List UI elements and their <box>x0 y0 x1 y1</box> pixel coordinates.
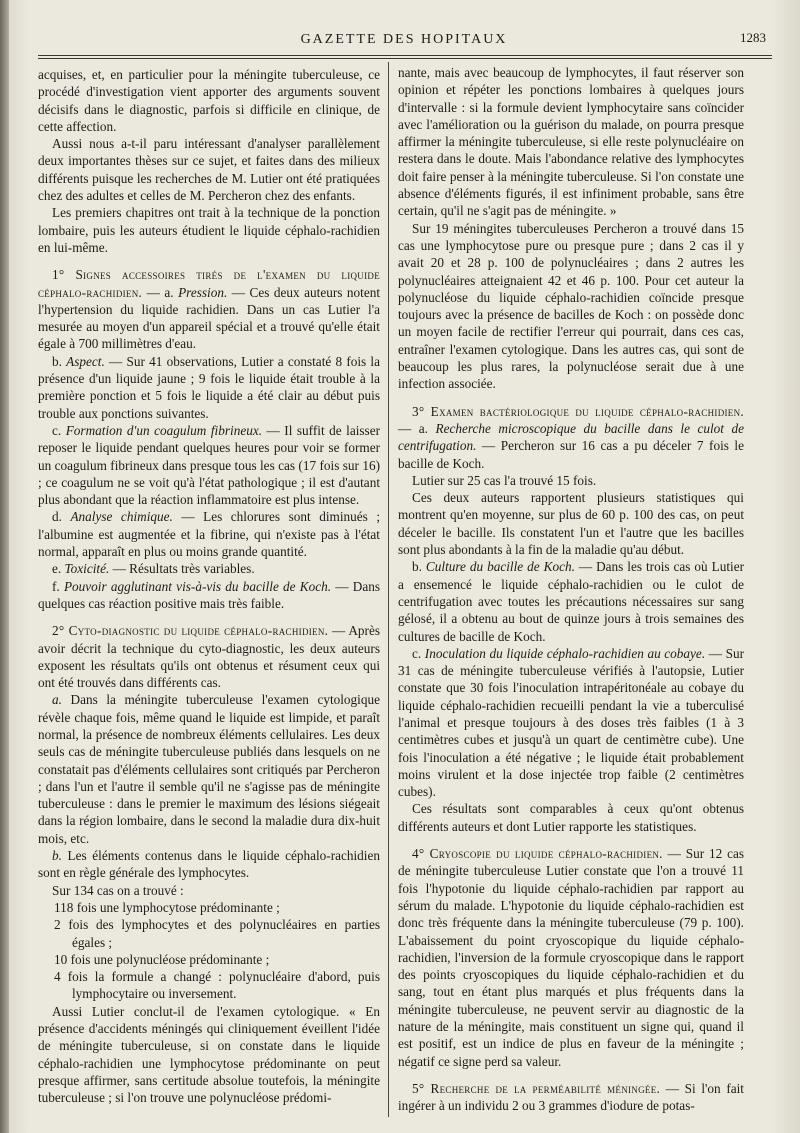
paragraph: Lutier sur 25 cas l'a trouvé 15 fois. <box>412 472 597 488</box>
subsection-paragraph: b. Les éléments contenus dans le liquide céphalo-rachidien sont en règle générale des lymphocytes. <box>38 848 380 881</box>
page-number: 1283 <box>740 30 766 45</box>
subsection-paragraph: b. Culture du bacille de Koch. — Dans les trois cas où Lutier a ensemencé le liquide céphalo-rachidien ou le culot de centrifugation avec toutes les précautions nécessaires sur sang gélosé, il a obtenu au bout de quinze jours à trois semaines des cultures de bacille de Koch. <box>398 559 745 644</box>
subsection-title: Toxicité. <box>64 561 110 577</box>
section-heading: 5° Recherche de la perméabilité méningée. <box>412 1080 661 1096</box>
section-heading: 1° Signes accessoires tirés de l'examen du liquide céphalo-rachidien. <box>38 267 380 300</box>
subsection-title: Recherche microscopique du bacille dans le culot de centrifugation. <box>398 420 744 454</box>
page-binding-edge <box>0 0 9 1133</box>
subsection-title: Culture du bacille de Koch. <box>425 559 575 575</box>
left-column <box>38 66 380 1107</box>
case-list <box>38 899 380 1003</box>
case-count-intro: Sur 134 cas on a trouvé : <box>52 882 184 898</box>
subsection-title: Pression. <box>178 284 228 300</box>
subsection-paragraph: e. Toxicité. — Résultats très variables. <box>52 561 255 577</box>
section-4-paragraph: 4° Cryoscopie du liquide céphalo-rachidien. — Sur 12 cas de méningite tuberculeuse Lutier constate que l'on a trouvé 11 fois l'hypotonie du liquide céphalo-rachidien par rapport au sérum du malade. L'hypotonie du liquide céphalo-rachidien est donc très fréquente dans la méningite tuberculeuse (79 p. 100). L'abaissement du point cryoscopique du liquide céphalo-rachidien, l'inversion de la formule cryoscopique dans le rapport des points cryoscopiques du liquide céphalo-rachidien et du sang, tout en étant plus marqués et plus fréquents dans la méningite tuberculeuse, ne peuvent servir au diagnostic de la nature de la méningite, mais constituent un signe qui, quand il est positif, est un indice de plus en faveur de la méningite ; négatif ce signe perd sa valeur. <box>398 846 744 1069</box>
list-item: 118 fois une lymphocytose prédominante ; <box>54 899 280 915</box>
paragraph: Les premiers chapitres ont trait à la technique de la ponction lombaire, puis les auteurs étudient le liquide céphalo-rachidien en lui-même. <box>38 205 380 255</box>
subsection-paragraph: f. Pouvoir agglutinant vis-à-vis du bacille de Koch. — Dans quelques cas réaction positive mais très faible. <box>38 578 380 611</box>
section-1-paragraph: 1° Signes accessoires tirés de l'examen du liquide céphalo-rachidien. — a. Pression. — Ces deux auteurs notent l'hypertension du liquide rachidien. Dans un cas Lutier l'a mesurée au moyen d'un appareil spécial et a trouvé qu'elle était égale à 700 millimètres d'eau. <box>38 267 381 352</box>
paragraph: Sur 19 méningites tuberculeuses Percheron a trouvé dans 15 cas une lymphocytose pure ou presque pure ; dans 2 cas il y avait 20 et 28 p. 100 de polynucléaires ; dans 2 autres les polynucléaires atteignaient 42 et 46 p. 100. Pour cet auteur la polynucléose du liquide céphalo-rachidien coïncide presque toujours avec la présence de bacilles de Koch : on possède donc un moyen facile de rectifier l'erreur qui pourrait, dans ces cas, entraîner l'examen cytologique. Dans les autres cas, qui sont de beaucoup les plus rares, la polynucléose serait due à une infection associée. <box>398 220 744 392</box>
section-heading: 3° Examen bactériologique du liquide céphalo-rachidien. <box>412 403 744 419</box>
page-header <box>38 30 770 52</box>
section-3-paragraph: 3° Examen bactériologique du liquide céphalo-rachidien. — a. Recherche microscopique du bacille dans le culot de centrifugation. — Percheron sur 16 cas a pu déceler 7 fois le bacille de Koch. <box>398 403 744 471</box>
paragraph: Aussi nous a-t-il paru intéressant d'analyser parallèlement deux importantes thèses sur ce sujet, et faites dans des milieux différents puisque les recherches de M. Lutier ont été pratiquées chez des adultes et celles de M. Percheron chez des enfants. <box>38 136 380 204</box>
journal-title: GAZETTE DES HOPITAUX <box>300 32 508 47</box>
paragraph: Aussi Lutier conclut-il de l'examen cytologique. « En présence d'accidents méningés qui cliniquement éveillent l'idée de méningite tuberculeuse, si on constate dans le liquide céphalo-rachidien une lymphocytose prédominante on peut presque affirmer, sans certitude absolue toutefois, la méningite tuberculeuse ; si l'on trouve une polynucléose prédomi- <box>38 1003 380 1106</box>
list-item: 4 fois la formule a changé : polynucléaire d'abord, puis lymphocytaire ou inversement. <box>54 969 380 1002</box>
paragraph: nante, mais avec beaucoup de lymphocytes, il faut réserver son opinion et répéter les ponctions lombaires à quelques jours d'intervalle : si la formule devient lymphocytaire sans coïncider avec l'amélioration ou la guérison du malade, on pourra presque affirmer la méningite tuberculeuse, si elle reste polynucléaire on restera dans le doute. Mais l'abondance relative des lymphocytes doit faire penser à la méningite tuberculeuse. Si l'on constate une absence d'éléments figurés, il est infiniment probable, sans être certain, qu'il ne s'agit pas de méningite. » <box>398 65 744 219</box>
list-item: 10 fois une polynucléose prédominante ; <box>54 951 270 967</box>
subsection-title: Analyse chimique. <box>70 509 173 525</box>
subsection-paragraph: c. Inoculation du liquide céphalo-rachidien au cobaye. — Sur 31 cas de méningite tuberculeuse vérifiés à l'autopsie, Lutier constate que 30 fois l'inoculation intrapéritonéale au cobaye du liquide céphalo-rachidien recueilli pendant la vie a tuberculisé l'animal et presque toujours à des doses très faibles (1 à 3 centimètres cubes et jusqu'à un quart de centimètre cube). Une fois l'inoculation a été négative ; le liquide était probablement moins virulent et la dose injectée trop faible (2 centimètres cubes). <box>398 645 744 800</box>
paragraph: Ces deux auteurs rapportent plusieurs statistiques qui montrent qu'en moyenne, sur plus de 60 p. 100 des cas, on peut déceler le bacille. Ils constatent l'un et l'autre que les bacilles sont plus abondants à la fin de la maladie qu'au début. <box>398 490 744 558</box>
subsection-title: Inoculation du liquide céphalo-rachidien au cobaye. <box>424 645 706 661</box>
column-divider <box>388 62 389 1117</box>
right-column <box>398 64 744 1115</box>
subsection-title: Formation d'un coagulum fibrineux. <box>65 422 263 438</box>
header-rule-top <box>38 55 772 56</box>
section-2-paragraph: 2° Cyto-diagnostic du liquide céphalo-rachidien. — Après avoir décrit la technique du cyto-diagnostic, les deux auteurs exposent les résultats qu'ils ont obtenus et résument ceux qui ont été trouvés dans différents cas. <box>38 623 380 691</box>
header-rule-bottom <box>38 58 772 59</box>
subsection-title: Pouvoir agglutinant vis-à-vis du bacille de Koch. <box>63 578 332 594</box>
paragraph: acquises, et, en particulier pour la méningite tuberculeuse, ce procédé d'investigation vient apporter des arguments souvent décisifs dans le diagnostic, parfois si difficile en clinique, de cette affection. <box>38 67 380 134</box>
paragraph: Ces résultats sont comparables à ceux qu'ont obtenus différents auteurs et dont Lutier rapporte les statistiques. <box>398 801 744 834</box>
section-heading: 4° Cryoscopie du liquide céphalo-rachidien. <box>412 846 663 862</box>
subsection-paragraph: d. Analyse chimique. — Les chlorures sont diminués ; l'albumine est augmentée et la fibrine, qui n'existe pas à l'état normal, apparaît en plus ou moins grande quantité. <box>38 509 381 560</box>
subsection-paragraph: a. Dans la méningite tuberculeuse l'examen cytologique révèle chaque fois, même quand le liquide est limpide, et paraît normal, la présence de nombreux éléments cellulaires. Les deux seuls cas de méningite tuberculeuse publiés dans lesquels on ne constatait pas d'éléments cellulaires sont critiqués par Percheron ; dans l'un et l'autre il semble qu'il ne s'agisse pas de méningite tuberculeuse : dans le premier le maximum des lésions siégeait dans la région lombaire, dans le second la maladie dura dix-huit mois, etc. <box>38 692 380 846</box>
subsection-title: Aspect. <box>66 353 105 369</box>
subsection-paragraph: b. Aspect. — Sur 41 observations, Lutier a constaté 8 fois la présence d'un liquide jaune ; 9 fois le liquide était trouble à la première ponction et 5 fois le liquide a été clair au début puis trouble aux ponctions suivantes. <box>38 353 380 421</box>
list-item: 2 fois des lymphocytes et des polynucléaires en parties égales ; <box>54 917 380 950</box>
section-5-paragraph: 5° Recherche de la perméabilité méningée. — Si l'on fait ingérer à un individu 2 ou 3 grammes d'iodure de potas- <box>398 1080 744 1114</box>
subsection-paragraph: c. Formation d'un coagulum fibrineux. — Il suffit de laisser reposer le liquide pendant quelques heures pour voir se former un coagulum fibrineux dans presque tous les cas (17 fois sur 16) ; ce coagulum ne se voit qu'à l'état pathologique ; il est d'autant plus abondant que la réaction inflammatoire est plus intense. <box>38 422 380 508</box>
section-heading: 2° Cyto-diagnostic du liquide céphalo-rachidien. <box>52 623 329 639</box>
